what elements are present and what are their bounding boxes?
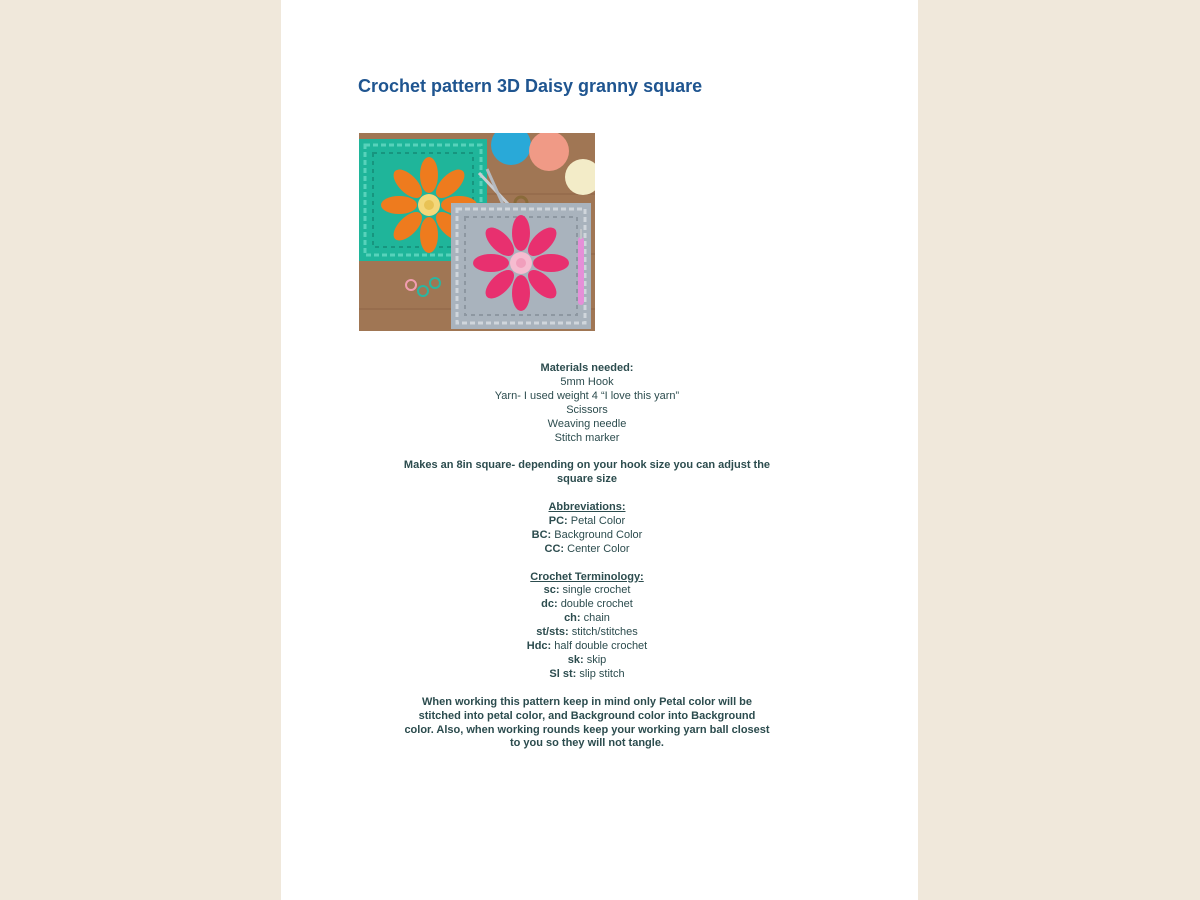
terminology-term: sc: — [543, 584, 560, 597]
terminology-term: Hdc: — [526, 640, 552, 653]
terminology-heading: Crochet Terminology: — [530, 570, 644, 583]
material-item: 5mm Hook — [560, 375, 614, 388]
note-line: stitched into petal color, and Background color into Background — [418, 709, 756, 722]
document-title: Crochet pattern 3D Daisy granny square — [358, 76, 703, 96]
terminology-meaning: single crochet — [562, 584, 631, 597]
document-page — [281, 0, 918, 900]
terminology-meaning: half double crochet — [554, 640, 648, 653]
note-line: When working this pattern keep in mind only Petal color will be — [421, 695, 753, 708]
terminology-meaning: stitch/stitches — [571, 626, 638, 639]
materials-heading: Materials needed: — [540, 362, 634, 374]
terminology-term: ch: — [564, 612, 581, 625]
terminology-item — [351, 584, 823, 598]
terminology-item — [351, 598, 823, 612]
pattern-text — [351, 362, 823, 751]
daisy-squares-photo — [359, 133, 595, 331]
abbreviation-meaning: Background Color — [554, 528, 643, 541]
note-line: color. Also, when working rounds keep your working yarn ball closest — [404, 723, 770, 736]
terminology-meaning: double crochet — [560, 598, 633, 611]
abbreviation-term: CC: — [544, 542, 565, 555]
material-item: Stitch marker — [554, 431, 620, 444]
terminology-meaning: chain — [583, 612, 610, 625]
terminology-term: st/sts: — [536, 626, 569, 639]
terminology-item — [351, 640, 823, 654]
abbreviation-item — [351, 515, 823, 529]
material-item: Scissors — [566, 403, 608, 416]
abbreviations-heading: Abbreviations: — [548, 501, 626, 514]
abbreviation-term: BC: — [531, 528, 552, 541]
terminology-meaning: slip stitch — [579, 667, 625, 680]
abbreviation-meaning: Petal Color — [570, 514, 626, 527]
terminology-term: dc: — [541, 598, 558, 611]
abbreviation-item — [351, 543, 823, 557]
size-note-line: square size — [557, 473, 617, 486]
material-item: Weaving needle — [547, 417, 627, 430]
terminology-item — [351, 668, 823, 682]
terminology-item — [351, 626, 823, 640]
abbreviation-item — [351, 529, 823, 543]
abbreviation-meaning: Center Color — [567, 542, 630, 555]
terminology-meaning: skip — [586, 653, 607, 666]
terminology-term: sk: — [567, 653, 584, 666]
note-line: to you so they will not tangle. — [509, 737, 664, 750]
material-item: Yarn- I used weight 4 “I love this yarn” — [494, 389, 680, 402]
abbreviation-term: PC: — [548, 514, 568, 527]
size-note-line: Makes an 8in square- depending on your hook size you can adjust the — [403, 459, 771, 472]
terminology-item — [351, 654, 823, 668]
terminology-item — [351, 612, 823, 626]
terminology-term: Sl st: — [549, 667, 577, 680]
